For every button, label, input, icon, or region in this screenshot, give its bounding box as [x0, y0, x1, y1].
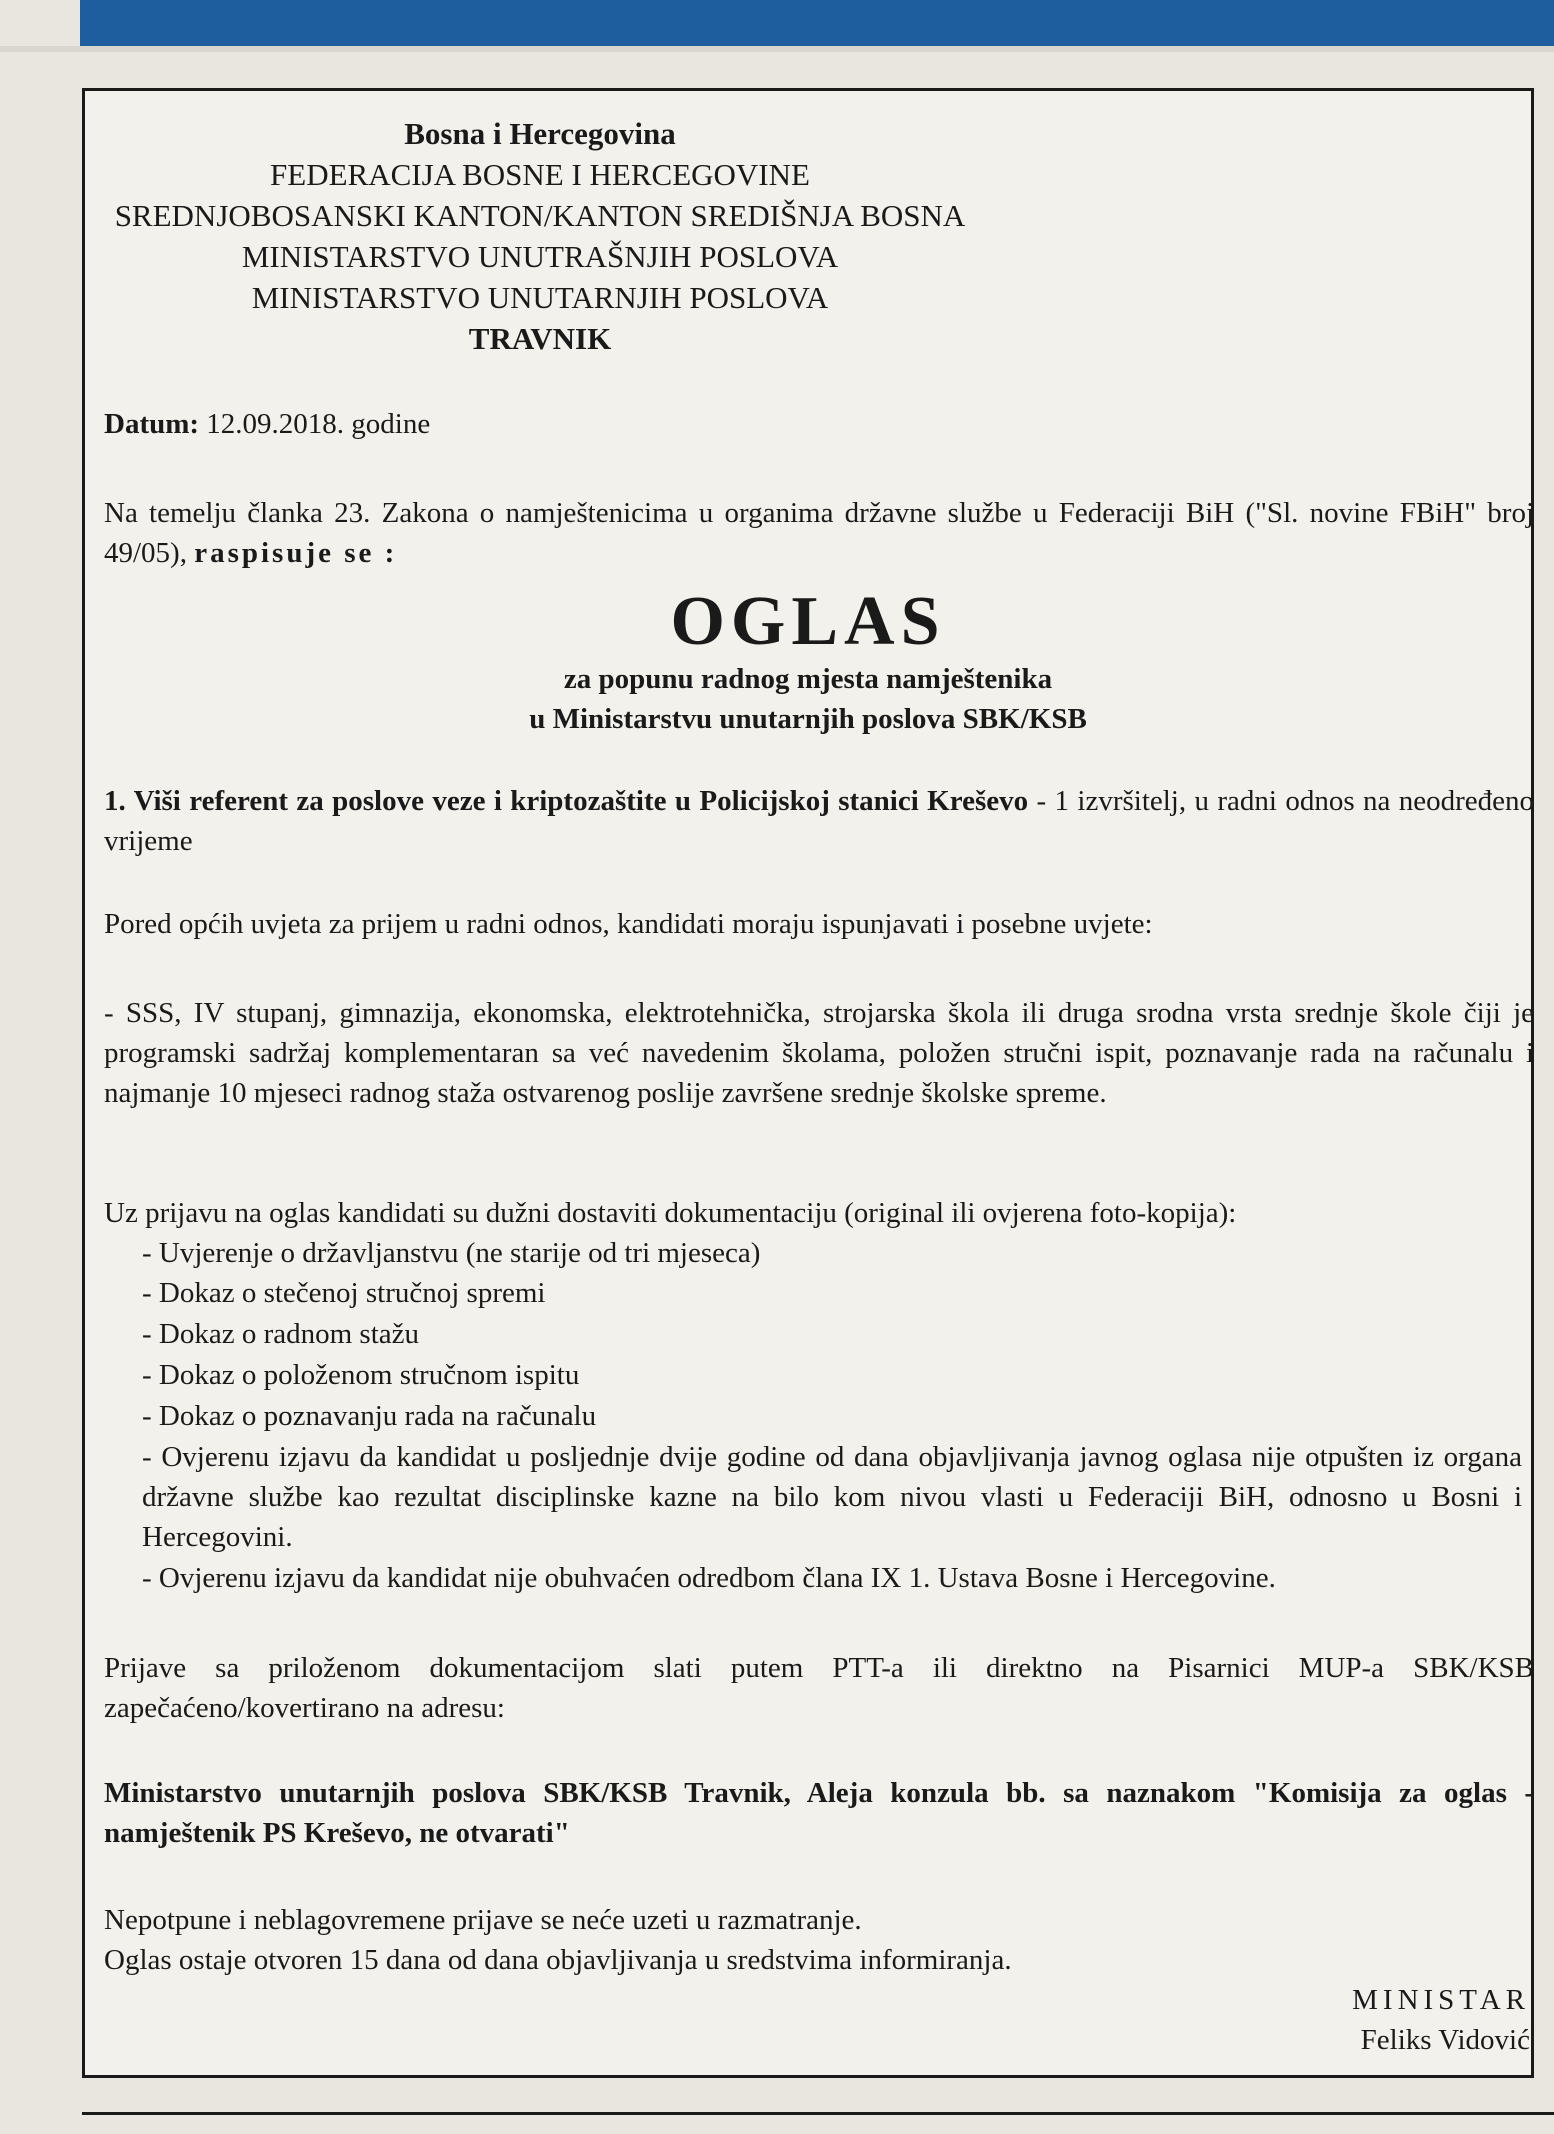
header-city: TRAVNIK — [468, 321, 612, 356]
closing-line-1: Nepotpune i neblagovremene prijave se neće uzeti u razmatranje. — [104, 1904, 862, 1936]
header-canton: SREDNJOBOSANSKI KANTON/KANTON SREDIŠNJA BOSNA — [114, 198, 966, 233]
intro-paragraph — [104, 493, 1534, 573]
document-item: - Ovjerenu izjavu da kandidat u posljednje dvije godine od dana objavljivanja javnog oglasa nije otpušten iz organa državne službe kao rezultat disciplinske kazne na bilo kom nivou vlasti u Federaciji BiH, odnosno u Bosni i Hercegovini. — [142, 1441, 1522, 1553]
position-paragraph — [104, 781, 1534, 861]
document-item: - Ovjerenu izjavu da kandidat nije obuhvaćen odredbom člana IX 1. Ustava Bosne i Hercegovine. — [142, 1562, 1276, 1594]
document-item: - Dokaz o stečenoj stručnoj spremi — [142, 1277, 546, 1309]
intro-text: Na temelju članka 23. Zakona o namještenicima u organima državne službe u Federaciji BiH ("Sl. novine FBiH" broj 49/05), — [104, 497, 1534, 569]
submission-paragraph: Prijave sa priloženom dokumentacijom slati putem PTT-a ili direktno na Pisarnici MUP-a SBK/KSB zapečaćeno/kovertirano na adresu: — [104, 1652, 1534, 1724]
signature-name: Feliks Vidović — [1360, 2024, 1530, 2056]
document-item: - Uvjerenje o državljanstvu (ne starije od tri mjeseca) — [142, 1237, 761, 1269]
position-details: - 1 izvršitelj, u radni odnos na neodređeno vrijeme — [104, 785, 1534, 857]
document-item: - Dokaz o položenom stručnom ispitu — [142, 1359, 580, 1391]
header-federation: FEDERACIJA BOSNE I HERCEGOVINE — [270, 157, 810, 192]
notice-title: OGLAS — [670, 583, 946, 660]
date-line — [104, 404, 430, 444]
bottom-divider — [82, 2112, 1554, 2115]
address-paragraph: Ministarstvo unutarnjih poslova SBK/KSB Travnik, Aleja konzula bb. sa naznakom "Komisija za oglas - namještenik PS Kreševo, ne otvarati" — [104, 1777, 1534, 1849]
top-divider — [0, 46, 1554, 52]
document-item: - Dokaz o poznavanju rada na računalu — [142, 1400, 597, 1432]
date-value: 12.09.2018. godine — [206, 408, 431, 440]
documents-intro: Uz prijavu na oglas kandidati su dužni dostaviti dokumentaciju (original ili ovjerena foto-kopija): — [104, 1197, 1237, 1229]
notice-subtitle-1: za popunu radnog mjesta namještenika — [563, 663, 1053, 695]
date-label: Datum: — [104, 408, 200, 440]
top-color-bar — [80, 0, 1554, 46]
header-ministry-1: MINISTARSTVO UNUTRAŠNJIH POSLOVA — [241, 239, 839, 274]
notice-subtitle-2: u Ministarstvu unutarnjih poslova SBK/KSB — [529, 703, 1087, 735]
intro-emphasis: raspisuje se : — [194, 537, 398, 569]
header-country: Bosna i Hercegovina — [404, 116, 676, 151]
signature-title: MINISTAR — [1352, 1984, 1530, 2016]
document-item: - Dokaz o radnom stažu — [142, 1318, 420, 1350]
position-title: 1. Viši referent za poslove veze i kriptozaštite u Policijskoj stanici Kreševo — [104, 785, 1029, 817]
header-ministry-2: MINISTARSTVO UNUTARNJIH POSLOVA — [251, 280, 829, 315]
conditions-intro: Pored općih uvjeta za prijem u radni odnos, kandidati moraju ispunjavati i posebne uvjete: — [104, 908, 1153, 940]
closing-line-2: Oglas ostaje otvoren 15 dana od dana objavljivanja u sredstvima informiranja. — [104, 1944, 1012, 1976]
conditions-text: - SSS, IV stupanj, gimnazija, ekonomska, elektrotehnička, strojarska škola ili druga srodna vrsta srednje škole čiji je programski sadržaj komplementaran sa već navedenim školama, položen stručni ispit, poznavanje rada na računalu i najmanje 10 mjeseci radnog staža ostvarenog poslije završene srednje školske spreme. — [104, 997, 1534, 1109]
